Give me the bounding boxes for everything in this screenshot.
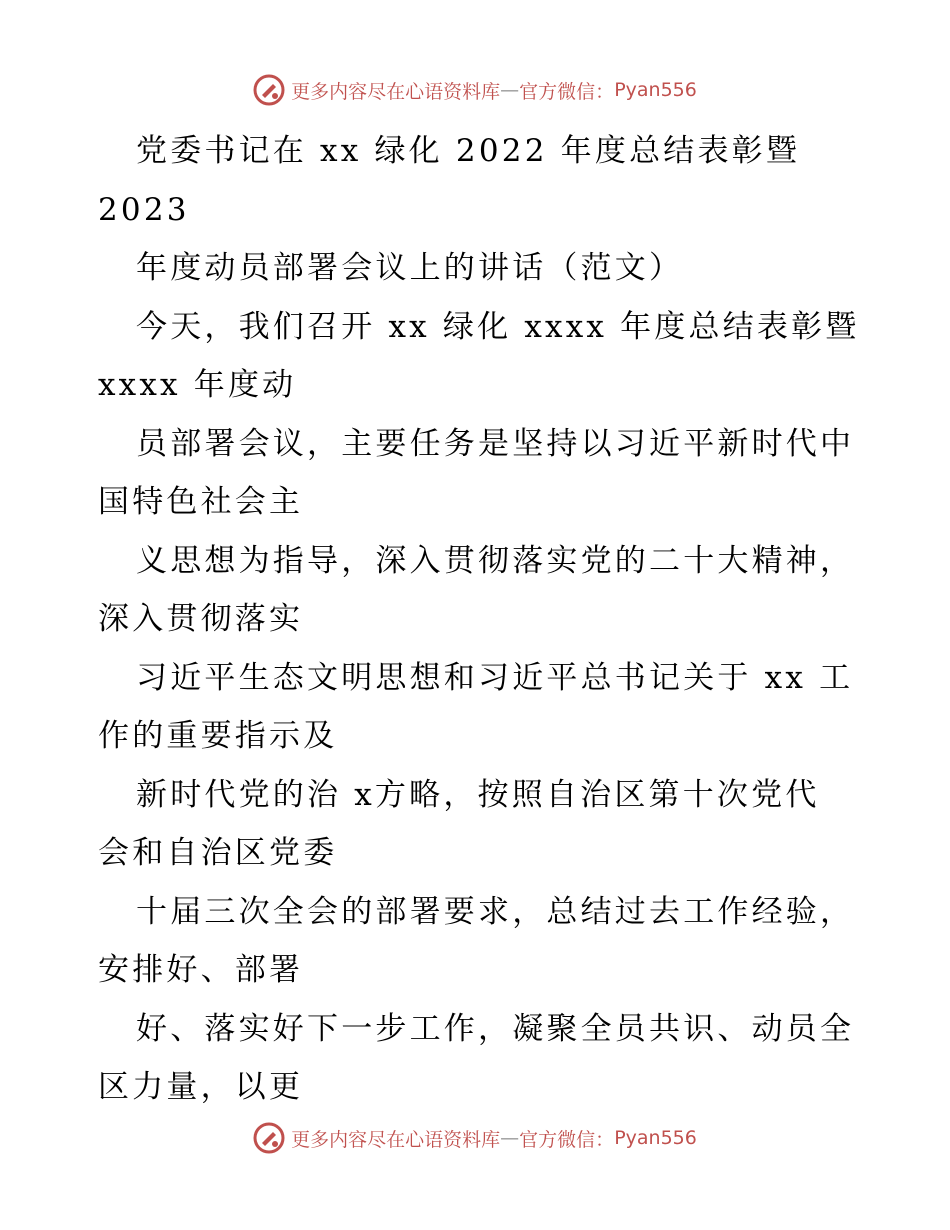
header-watermark — [0, 70, 950, 110]
banner-main-text: 更多内容尽在心语资料库 — [291, 80, 501, 103]
document-body — [98, 122, 858, 1117]
text-line: 2023 — [98, 191, 190, 228]
text-line: 国特色社会主 — [98, 484, 304, 520]
text-line: 新时代党的治 x方略，按照自治区第十次党代 — [136, 776, 820, 813]
text-line: 好、落实好下一步工作，凝聚全员共识、动员全 — [136, 1010, 855, 1047]
text-line: 员部署会议，主要任务是坚持以习近平新时代中 — [136, 425, 855, 462]
footer-watermark — [0, 1118, 950, 1158]
banner-main-text: 更多内容尽在心语资料库 — [291, 1128, 501, 1151]
banner-wechat-id: Pyan556 — [614, 79, 697, 101]
text-line: 区力量，以更 — [98, 1069, 304, 1105]
banner-wechat-id: Pyan556 — [614, 1127, 697, 1149]
logo-icon — [253, 74, 285, 106]
text-line: 党委书记在 xx 绿化 2022 年度总结表彰暨 — [136, 133, 801, 169]
banner-separator: — — [500, 79, 520, 101]
banner-wechat-label: 官方微信： — [519, 1128, 615, 1151]
text-line: xxxx 年度动 — [98, 367, 297, 403]
banner-wechat-label: 官方微信： — [519, 80, 615, 103]
text-line: 年度动员部署会议上的讲话（范文） — [136, 250, 684, 286]
text-line: 十届三次全会的部署要求，总结过去工作经验， — [136, 893, 855, 930]
logo-icon — [253, 1122, 285, 1154]
text-line: 义思想为指导，深入贯彻落实党的二十大精神， — [136, 542, 855, 579]
text-line: 安排好、部署 — [98, 952, 304, 988]
text-line: 今天，我们召开 xx 绿化 xxxx 年度总结表彰暨 — [136, 308, 860, 345]
text-line: 会和自治区党委 — [98, 835, 338, 871]
text-line: 作的重要指示及 — [98, 718, 338, 754]
text-line: 深入贯彻落实 — [98, 601, 304, 637]
banner-separator: — — [500, 1127, 520, 1149]
text-line: 习近平生态文明思想和习近平总书记关于 xx 工 — [136, 659, 854, 696]
